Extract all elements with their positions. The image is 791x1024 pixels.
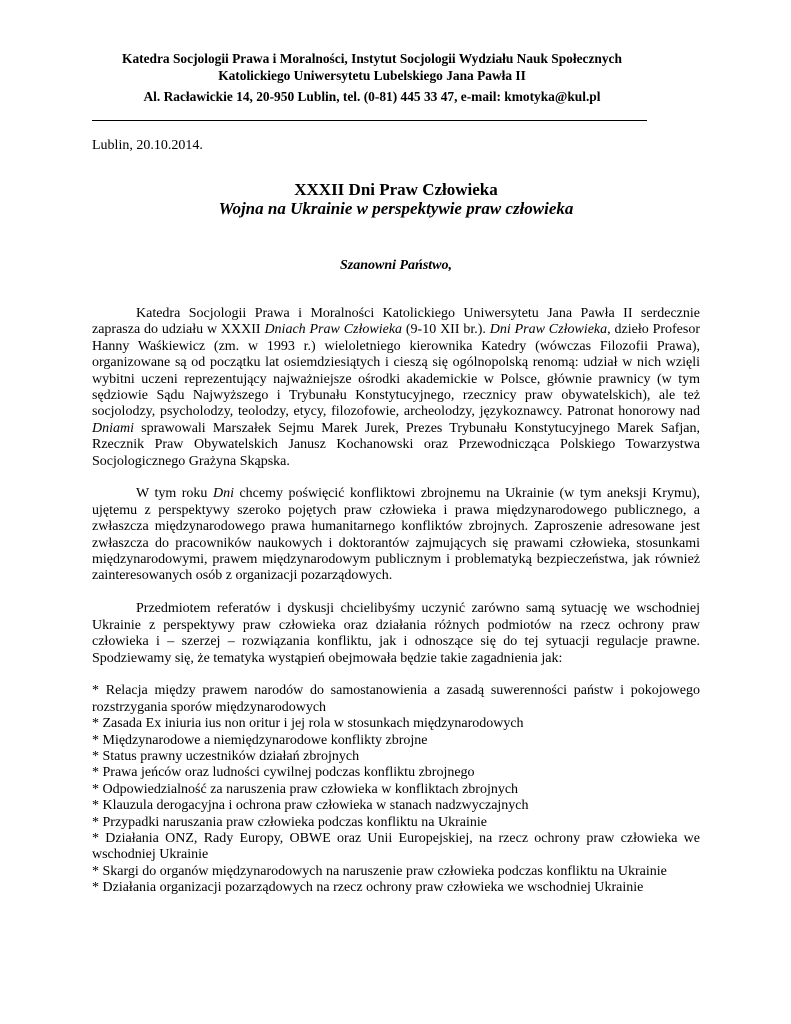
emphasis: Dniach Praw Człowieka bbox=[264, 322, 403, 338]
topic-item: * Działania ONZ, Rady Europy, OBWE oraz Unii Europejskiej, na rzecz ochrony praw człowieka we wschodniej Ukrainie bbox=[92, 831, 700, 864]
emphasis: Dni bbox=[212, 486, 234, 502]
emphasis: Dniami bbox=[92, 420, 134, 436]
paragraph-invitation bbox=[92, 306, 700, 470]
topic-item: * Status prawny uczestników działań zbrojnych bbox=[92, 749, 700, 765]
letterhead-university: Katolickiego Uniwersytetu Lubelskiego Jana Pawła II bbox=[218, 68, 526, 83]
topic-item: * Skargi do organów międzynarodowych na naruszenie praw człowieka podczas konfliktu na Ukrainie bbox=[92, 864, 700, 880]
topic-item: * Klauzula derogacyjna i ochrona praw człowieka w stanach nadzwyczajnych bbox=[92, 798, 700, 814]
letterhead-address: Al. Racławickie 14, 20-950 Lublin, tel. (0-81) 445 33 47, e-mail: kmotyka@kul.pl bbox=[143, 89, 601, 104]
topic-item: * Działania organizacji pozarządowych na rzecz ochrony praw człowieka we wschodniej Ukrainie bbox=[92, 880, 700, 896]
text-span: chcemy poświęcić konfliktowi zbrojnemu na Ukrainie (w tym aneksji Krymu), ujętemu z perspektywy szeroko pojętych praw człowieka i prawa międzynarodowego publicznego, a zwłaszcza międzynarodowego prawa humanitarnego konfliktów zbrojnych. Zaproszenie adresowane jest zwłaszcza do pracowników naukowych i doktorantów zajmujących się prawami człowieka, stosunkami międzynarodowymi, prawem międzynarodowym publicznym i problematyką bezpieczeństwa, jak również zainteresowanych osób z organizacji pozarządowych. bbox=[92, 486, 701, 584]
event-subtitle: Wojna na Ukrainie w perspektywie praw człowieka bbox=[218, 199, 574, 218]
text-span: Katedra Socjologii Prawa i Moralności Katolickiego Uniwersytetu Jana Pawła II serdecznie zaprasza do udziału w XXXII bbox=[92, 306, 700, 338]
topic-item: * Relacja między prawem narodów do samostanowienia a zasadą suwerenności państw i pokojowego rozstrzygania sporów międzynarodowych bbox=[92, 683, 700, 716]
text-span: (9-10 XII br.). bbox=[402, 322, 490, 338]
topic-item: * Międzynarodowe a niemiędzynarodowe konflikty zbrojne bbox=[92, 733, 700, 749]
salutation: Szanowni Państwo, bbox=[339, 258, 453, 273]
text-span: sprawowali Marszałek Sejmu Marek Jurek, Prezes Trybunału Konstytucyjnego Marek Safjan, Rzecznik Praw Obywatelskich Janusz Kochanowski oraz Przewodnicząca Polskiego Towarzystwa Socjologicznego Grażyna Skąpska. bbox=[92, 420, 700, 469]
topics-list bbox=[92, 683, 700, 896]
letterhead-institution: Katedra Socjologii Prawa i Moralności, Instytut Socjologii Wydziału Nauk Społecznych bbox=[122, 51, 622, 66]
topic-item: * Przypadki naruszania praw człowieka podczas konfliktu na Ukrainie bbox=[92, 815, 700, 831]
text-span: W tym roku bbox=[136, 486, 213, 502]
text-span: , dzieło Profesor Hanny Waśkiewicz (zm. w 1993 r.) wieloletniego kierownika Katedry (wówczas Filozofii Prawa), organizowane są od początku lat osiemdziesiątych i cieszą się ogólnopolską renomą: udział w nich wzięli wybitni uczeni reprezentujący najważniejsze ośrodki akademickie w Polsce, głównie prawnicy (w tym sędziowie Sądu Najwyższego i Trybunału Konstytucyjnego, rzecznicy praw obywatelskich), ale też socjolodzy, psycholodzy, teolodzy, etycy, filozofowie, archeolodzy, językoznawcy. Patronat honorowy nad bbox=[92, 322, 701, 420]
letter-body bbox=[92, 306, 700, 897]
topic-item: * Prawa jeńców oraz ludności cywilnej podczas konfliktu zbrojnego bbox=[92, 765, 700, 781]
letterhead-divider bbox=[92, 120, 647, 121]
event-title: XXXII Dni Praw Człowieka bbox=[294, 180, 498, 199]
letter-date: Lublin, 20.10.2014. bbox=[92, 138, 203, 153]
letterhead bbox=[92, 50, 652, 105]
topic-item: * Zasada Ex iniuria ius non oritur i jej rola w stosunkach międzynarodowych bbox=[92, 716, 700, 732]
paragraph-topics-intro: Przedmiotem referatów i dyskusji chcielibyśmy uczynić zarówno samą sytuację we wschodniej Ukrainie z perspektywy praw człowieka oraz działania różnych podmiotów na rzecz ochrony praw człowieka i – szerzej – rozwiązania konfliktu, jak i odnoszące się do tej sytuacji regulacje prawne. Spodziewamy się, że tematyka wystąpień obejmowała będzie takie zagadnienia jak: bbox=[92, 601, 700, 666]
topic-item: * Odpowiedzialność za naruszenia praw człowieka w konfliktach zbrojnych bbox=[92, 782, 700, 798]
emphasis: Dni Praw Człowieka bbox=[489, 322, 608, 338]
paragraph-theme bbox=[92, 486, 700, 584]
